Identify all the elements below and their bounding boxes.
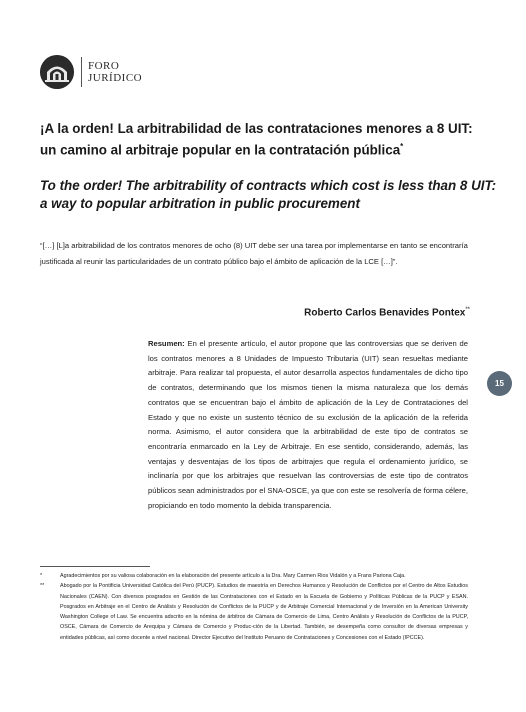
- logo-line-1: FORO: [88, 60, 120, 72]
- logo-line-2: JURÍDICO: [88, 72, 143, 84]
- journal-logo: [40, 55, 142, 89]
- author-footnote-mark: **: [465, 307, 470, 313]
- epigraph-quote: “[…] [L]a arbitrabilidad de los contratos menores de ocho (8) UIT debe ser una tarea por implementarse en tanto se encontraría justificada al reunir las particularidades de un contrato público bajo el ámbito de aplicación de la LCE […]”.: [40, 241, 468, 266]
- title-spanish-text: ¡A la orden! La arbitrabilidad de las contrataciones menores a 8 UIT: un camino al arbitraje popular en la contratación pública: [40, 121, 473, 158]
- page-number-badge: 15: [487, 371, 512, 396]
- footnote-item: [40, 571, 468, 581]
- author-name: Roberto Carlos Benavides Pontex: [304, 307, 466, 319]
- logo-divider: [81, 57, 82, 87]
- logo-wordmark: [88, 60, 142, 84]
- logo-emblem-icon: [40, 55, 74, 89]
- footnote-text: Abogado por la Pontificia Universidad Católica del Perú (PUCP). Estudios de maestría en Derechos Humanos y Resolución de Conflictos por el Centro de Altos Estudios Nacionales (CAEN). Con diversos posgrados en Gestión de las Contrataciones con el Estado en la Escuela de Gobierno y Políticas Públicas de la PUCP y ESAN. Posgrados en Arbitraje en el Centro de Análisis y Resolución de Conflictos de la PUCP y de Arbitraje Comercial Internacional y de Inversión en la American University Washington College of Law. Se encuentra adscrito en la nómina de árbitros de Cámara de Comercio de Lima, Centro Análisis y Resolución de Conflictos de la PUCP, OSCE, Cámara de Comercio de Arequipa y Cámara de Comercio y Produc-ción de la Libertad. También, se desempeña como consultor de diversas empresas y entidades públicas, así como docente a nivel nacional. Director Ejecutivo del Instituto Peruano de Contrataciones y Concesiones con el Estado (IPCCE).: [60, 583, 468, 641]
- article-title-english: To the order! The arbitrability of contracts which cost is less than 8 UIT: a way to popular arbitration in public procurement: [40, 178, 497, 211]
- title-footnote-mark: *: [400, 142, 404, 151]
- footnote-mark: **: [40, 583, 45, 590]
- logo-building-icon: [40, 55, 74, 89]
- footnote-text: Agradecimientos por su valiosa colaboración en la elaboración del presente artículo a la Dra. Mary Carmen Rios Vidalón y a Frans Pariona Caja.: [60, 573, 406, 579]
- abstract: [148, 337, 468, 513]
- footnote-item: [40, 581, 468, 643]
- article-title-spanish: [40, 120, 490, 159]
- footnote-mark: *: [40, 573, 43, 579]
- footnote-divider: [40, 566, 150, 567]
- author-byline: [304, 304, 470, 319]
- abstract-text: En el presente artículo, el autor propone que las controversias que se deriven de los contratos menores a 8 Unidades de Impuesto Tributaria (UIT) sean resueltas mediante arbitraje. Para realizar tal propuesta, el autor desarrolla aspectos fundamentales de dicho tipo de contratos, determinando que los mismos tienen la misma naturaleza que los demás contratos que se encuentran bajo el ámbito de aplicación de la Ley de Contrataciones del Estado y que no existe un sustento técnico de su exclusión de la aplicación de la referida norma. Asimismo, el autor considera que la arbitrabilidad de este tipo de contratos se encontraría enmarcado en la Ley de Arbitraje. En ese sentido, considerando, además, las ventajas y desventajas de los tipos de arbitrajes que regula el ordenamiento jurídico, se inclinaría por que los arbitrajes que resuelvan las controversias de este tipo de contratos públicos sean administrados por el SNA-OSCE, ya que con este se resolvería de forma célere, propiciando en todo momento la debida transparencia.: [148, 339, 468, 510]
- footnotes: [40, 571, 468, 643]
- abstract-label: Resumen:: [148, 339, 185, 348]
